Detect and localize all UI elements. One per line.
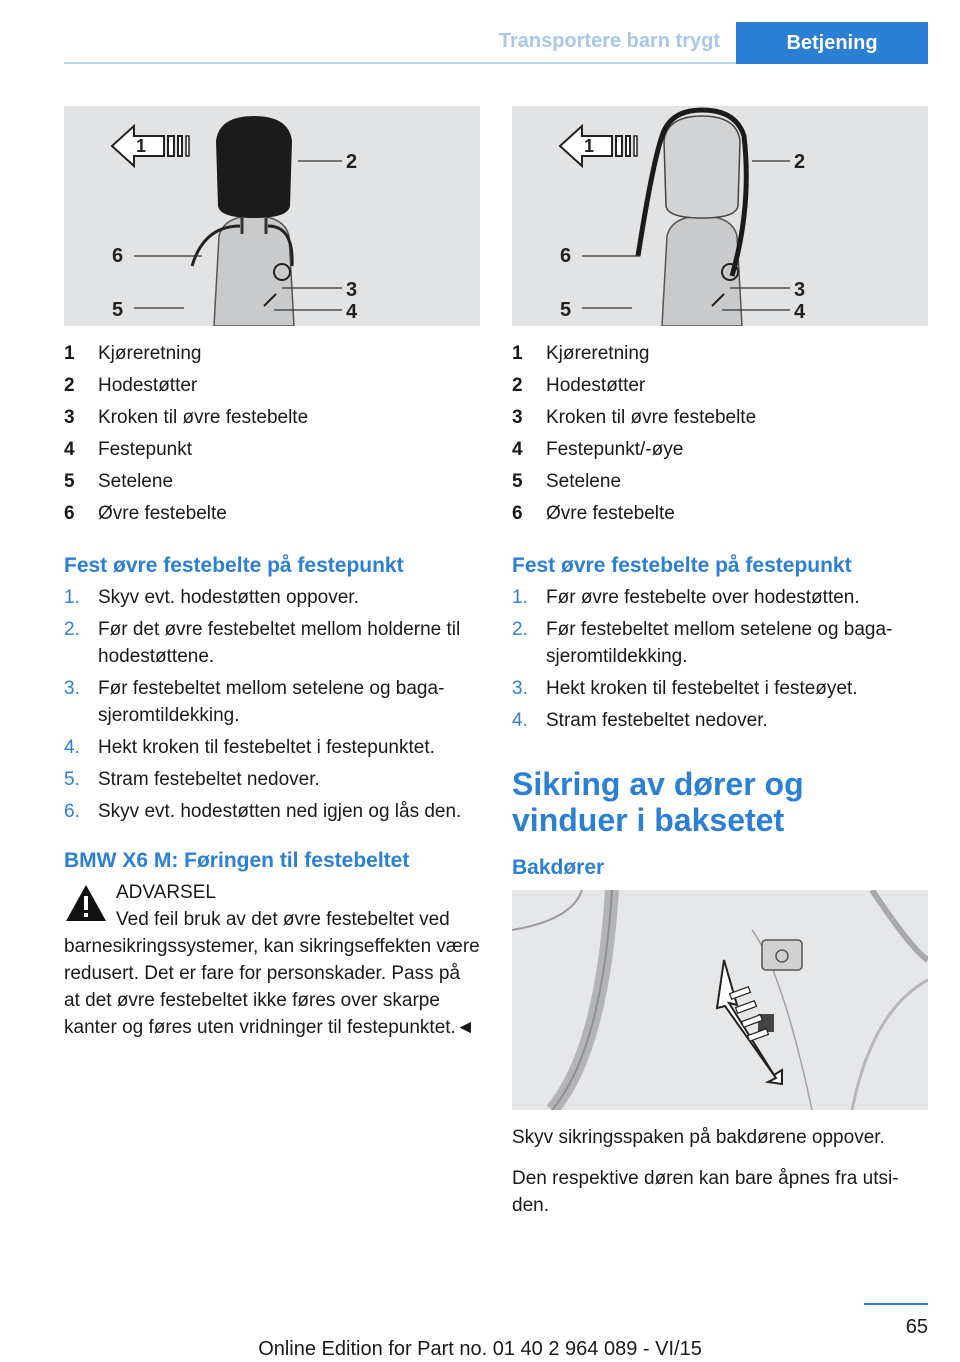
step-item (64, 616, 480, 670)
procedure-heading-right: Fest øvre festebelte på festepunkt (512, 554, 852, 577)
legend-row (64, 466, 480, 498)
legend-number: 2 (64, 375, 75, 396)
headrest-illustration-left (64, 106, 480, 326)
fig-label: 4 (794, 301, 806, 323)
fig-label: 6 (560, 245, 572, 267)
warning-text-first: Ved feil bruk av det øvre festebeltet ved (116, 909, 450, 930)
fig-label: 5 (560, 299, 572, 321)
left-column (64, 106, 480, 1041)
figure-legend-left (64, 338, 480, 530)
step-item (512, 616, 928, 670)
legend-row (512, 434, 928, 466)
legend-row (512, 370, 928, 402)
figure-legend-right (512, 338, 928, 530)
step-number: 6. (64, 801, 80, 822)
legend-number: 2 (512, 375, 523, 396)
legend-text: Festepunkt/-øye (546, 439, 684, 460)
legend-row (64, 498, 480, 530)
legend-text: Kroken til øvre festebelte (98, 407, 309, 428)
step-item (64, 798, 480, 825)
legend-row (64, 402, 480, 434)
step-text: Før festebeltet mellom setelene og bagasjeromtildekking. (546, 619, 893, 667)
page-number: 65 (905, 1316, 928, 1338)
procedure-heading-left: Fest øvre festebelte på festepunkt (64, 554, 404, 577)
procedure-steps-right (512, 584, 928, 734)
header-section-title: Transportere barn trygt (498, 30, 720, 52)
legend-number: 5 (64, 471, 75, 492)
legend-row (64, 434, 480, 466)
fig-label: 1 (584, 136, 595, 156)
legend-number: 5 (512, 471, 523, 492)
step-number: 2. (64, 619, 80, 640)
legend-number: 6 (64, 503, 75, 524)
fig-label: 3 (794, 279, 806, 301)
legend-number: 6 (512, 503, 523, 524)
section-heading-x6m: BMW X6 M: Føringen til festebeltet (64, 849, 410, 872)
legend-row (64, 370, 480, 402)
step-number: 1. (512, 587, 528, 608)
legend-text: Kjøreretning (98, 343, 202, 364)
fig-label: 1 (136, 136, 147, 156)
step-text: Hekt kroken til festebeltet i festeøyet. (546, 678, 858, 699)
header-tab: Betjening (736, 22, 928, 64)
legend-text: Hodestøtter (98, 375, 198, 396)
step-text: Før det øvre festebeltet mellom holderne til hodestøttene. (98, 619, 461, 667)
step-number: 5. (64, 769, 80, 790)
step-item (512, 584, 928, 611)
right-column (512, 106, 928, 1219)
section-title: Sikring av dører og vinduer i baksetet (512, 766, 804, 838)
step-number: 2. (512, 619, 528, 640)
legend-text: Hodestøtter (546, 375, 646, 396)
legend-number: 1 (64, 343, 75, 364)
step-number: 3. (512, 678, 528, 699)
fig-label: 3 (346, 279, 358, 301)
step-number: 4. (64, 737, 80, 758)
rear-door-illustration (512, 890, 928, 1110)
fig-label: 2 (794, 151, 806, 173)
legend-row (512, 402, 928, 434)
step-number: 3. (64, 678, 80, 699)
legend-text: Kjøreretning (546, 343, 650, 364)
step-text: Skyv evt. hodestøtten oppover. (98, 587, 359, 608)
legend-row (512, 466, 928, 498)
page-number-rule (864, 1303, 928, 1305)
step-text: Stram festebeltet nedover. (98, 769, 320, 790)
step-text: Før øvre festebelte over hodestøtten. (546, 587, 860, 608)
legend-row (64, 338, 480, 370)
legend-number: 1 (512, 343, 523, 364)
step-item (64, 766, 480, 793)
footer-edition: Online Edition for Part no. 01 40 2 964 089 - VI/15 (258, 1338, 702, 1360)
legend-text: Setelene (546, 471, 622, 492)
info-paragraph: Den respektive døren kan bare åpnes fra utsiden. (512, 1168, 899, 1216)
warning-head (64, 879, 480, 933)
step-item (64, 675, 480, 729)
rear-door-figure (512, 890, 928, 1110)
fig-label: 2 (346, 151, 358, 173)
step-item (64, 584, 480, 611)
step-text: Før festebeltet mellom setelene og bagasjeromtildekking. (98, 678, 445, 726)
legend-number: 4 (64, 439, 75, 460)
headrest-figure-left (64, 106, 480, 326)
subheading-rear-doors: Bakdører (512, 856, 605, 879)
legend-text: Festepunkt (98, 439, 192, 460)
warning-box (64, 879, 480, 1041)
fig-label: 4 (346, 301, 358, 323)
warning-triangle-icon (64, 883, 108, 923)
legend-row (512, 498, 928, 530)
step-item (512, 707, 928, 734)
warning-title: ADVARSEL (116, 882, 216, 903)
legend-text: Øvre festebelte (98, 503, 227, 524)
headrest-illustration-right (512, 106, 928, 326)
step-text: Stram festebeltet nedover. (546, 710, 768, 731)
legend-text: Setelene (98, 471, 174, 492)
legend-number: 3 (512, 407, 523, 428)
instruction-paragraph: Skyv sikringsspaken på bakdørene oppover. (512, 1127, 885, 1148)
legend-text: Øvre festebelte (546, 503, 675, 524)
legend-number: 3 (64, 407, 75, 428)
step-item (64, 734, 480, 761)
step-number: 4. (512, 710, 528, 731)
headrest-figure-right (512, 106, 928, 326)
step-text: Skyv evt. hodestøtten ned igjen og lås den. (98, 801, 462, 822)
step-number: 1. (64, 587, 80, 608)
fig-label: 5 (112, 299, 124, 321)
legend-row (512, 338, 928, 370)
step-item (512, 675, 928, 702)
fig-label: 6 (112, 245, 124, 267)
warning-text: barnesikringssystemer, kan sikringseffekten være redusert. Det er fare for personskader. Pass på at det øvre festebeltet ikke føres over skarpe kanter og føres uten vridninger til festepunktet.◄ (64, 936, 480, 1038)
step-text: Hekt kroken til festebeltet i festepunktet. (98, 737, 435, 758)
legend-text: Kroken til øvre festebelte (546, 407, 757, 428)
procedure-steps-left (64, 584, 480, 825)
legend-number: 4 (512, 439, 523, 460)
